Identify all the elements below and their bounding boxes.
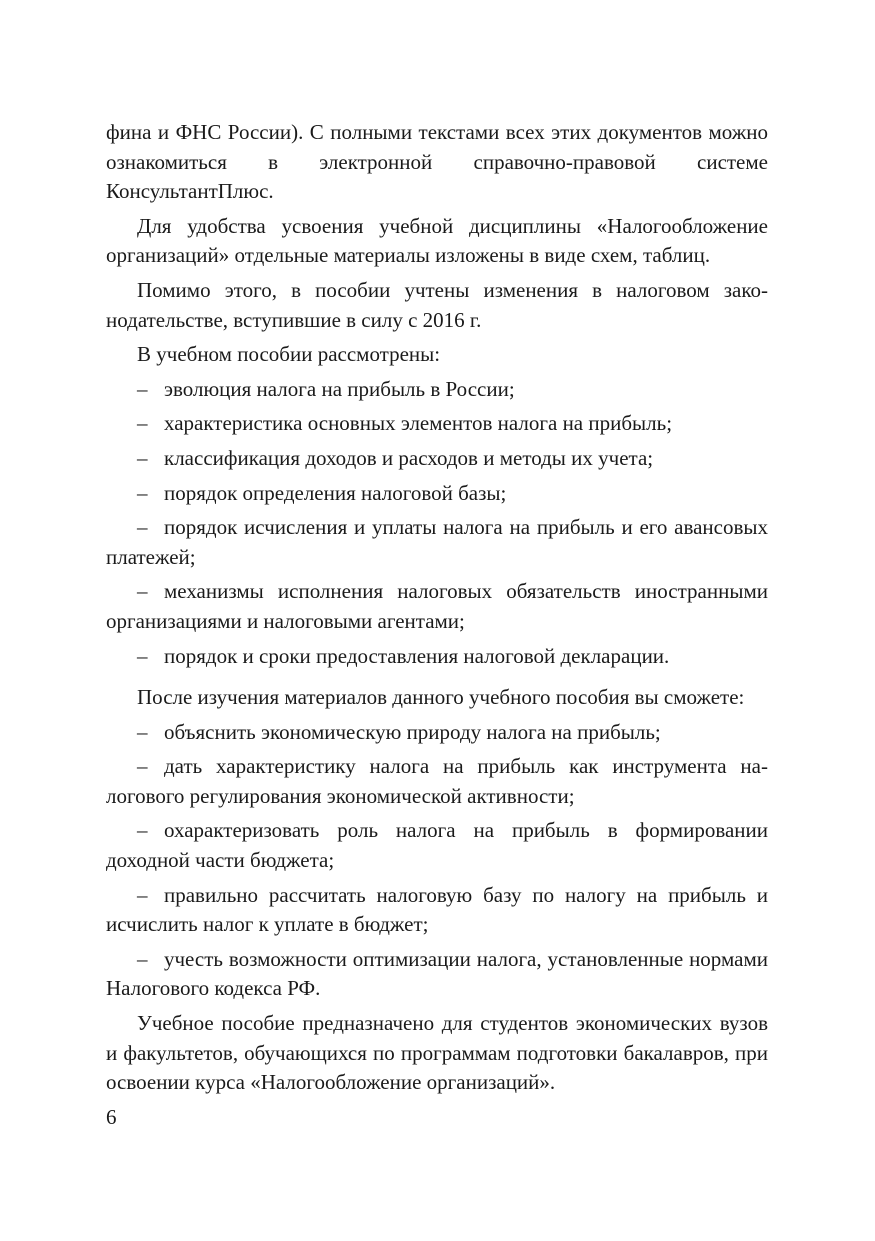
- list-item: [106, 513, 768, 572]
- dash-marker: –: [137, 579, 148, 604]
- dash-marker: –: [137, 515, 148, 540]
- list-item-text: эволюция налога на прибыль в России;: [164, 376, 515, 401]
- learning-outcomes-intro: После изучения материалов данного учебного пособия вы сможете:: [137, 685, 745, 710]
- dash-marker: –: [137, 882, 148, 907]
- considered-topics-intro: В учебном пособии рассмотрены:: [137, 342, 441, 367]
- list-item: [106, 479, 768, 509]
- list-item-text: объяснить экономическую природу налога на прибыль;: [164, 719, 661, 744]
- list-item-text: правильно рассчитать налоговую базу по налогу на прибыль и исчислить налог к уплате в бюджет;: [106, 882, 768, 937]
- list-item: [106, 816, 768, 875]
- dash-marker: –: [137, 411, 148, 436]
- considered-topics-list: [106, 375, 768, 671]
- list-item: [106, 375, 768, 405]
- dash-marker: –: [137, 818, 148, 843]
- list-item: [106, 444, 768, 474]
- list-item: [106, 881, 768, 940]
- learning-outcomes-list: [106, 718, 768, 1004]
- list-item-text: учесть возможности оптимизации налога, установленные нормами Налогового кодекса РФ.: [106, 946, 768, 1001]
- dash-marker: –: [137, 480, 148, 505]
- list-item-text: дать характеристику налога на прибыль как инструмента налогового регулирования экономической активности;: [106, 754, 768, 808]
- dash-marker: –: [137, 946, 148, 971]
- list-item: [106, 945, 768, 1004]
- list-item: [106, 409, 768, 439]
- list-item-text: порядок и сроки предоставления налоговой декларации.: [164, 643, 670, 668]
- opening-paragraph: фина и ФНС России). С полными текстами всех этих документов можно ознакомиться в электронной справочно-правовой системе КонсультантПлюс.: [106, 120, 768, 204]
- section-gap: [106, 676, 768, 683]
- list-item-text: охарактеризовать роль налога на прибыль в формировании доходной части бюджета;: [106, 818, 768, 873]
- list-item: [106, 642, 768, 672]
- list-item-text: порядок определения налоговой базы;: [164, 480, 507, 505]
- dash-marker: –: [137, 643, 148, 668]
- dash-marker: –: [137, 445, 148, 470]
- list-item-text: механизмы исполнения налоговых обязательств иностранными организациями и налоговыми агентами;: [106, 579, 768, 633]
- page-number: 6: [106, 1105, 117, 1129]
- dash-marker: –: [137, 376, 148, 401]
- document-page: [106, 118, 768, 1103]
- list-item-text: порядок исчисления и уплаты налога на прибыль и его авансовых платежей;: [106, 515, 768, 569]
- dash-marker: –: [137, 719, 148, 744]
- audience-paragraph: Учебное пособие предназначено для студентов экономических вузов и факультетов, обучающихся по программам подготовки бакалавров, при освоении курса «Налогообложение организаций».: [106, 1011, 768, 1095]
- list-item: [106, 718, 768, 748]
- list-item: [106, 577, 768, 636]
- list-item: [106, 752, 768, 811]
- list-item-text: классификация доходов и расходов и методы их учета;: [164, 445, 654, 470]
- convenience-paragraph: Для удобства усвоения учебной дисциплины «Налогообложение организаций» отдельные материалы изложены в виде схем, таблиц.: [106, 213, 768, 268]
- legislation-changes-paragraph: Помимо этого, в пособии учтены изменения в налоговом законодательстве, вступившие в силу с 2016 г.: [106, 277, 768, 332]
- dash-marker: –: [137, 754, 148, 779]
- list-item-text: характеристика основных элементов налога на прибыль;: [164, 411, 673, 436]
